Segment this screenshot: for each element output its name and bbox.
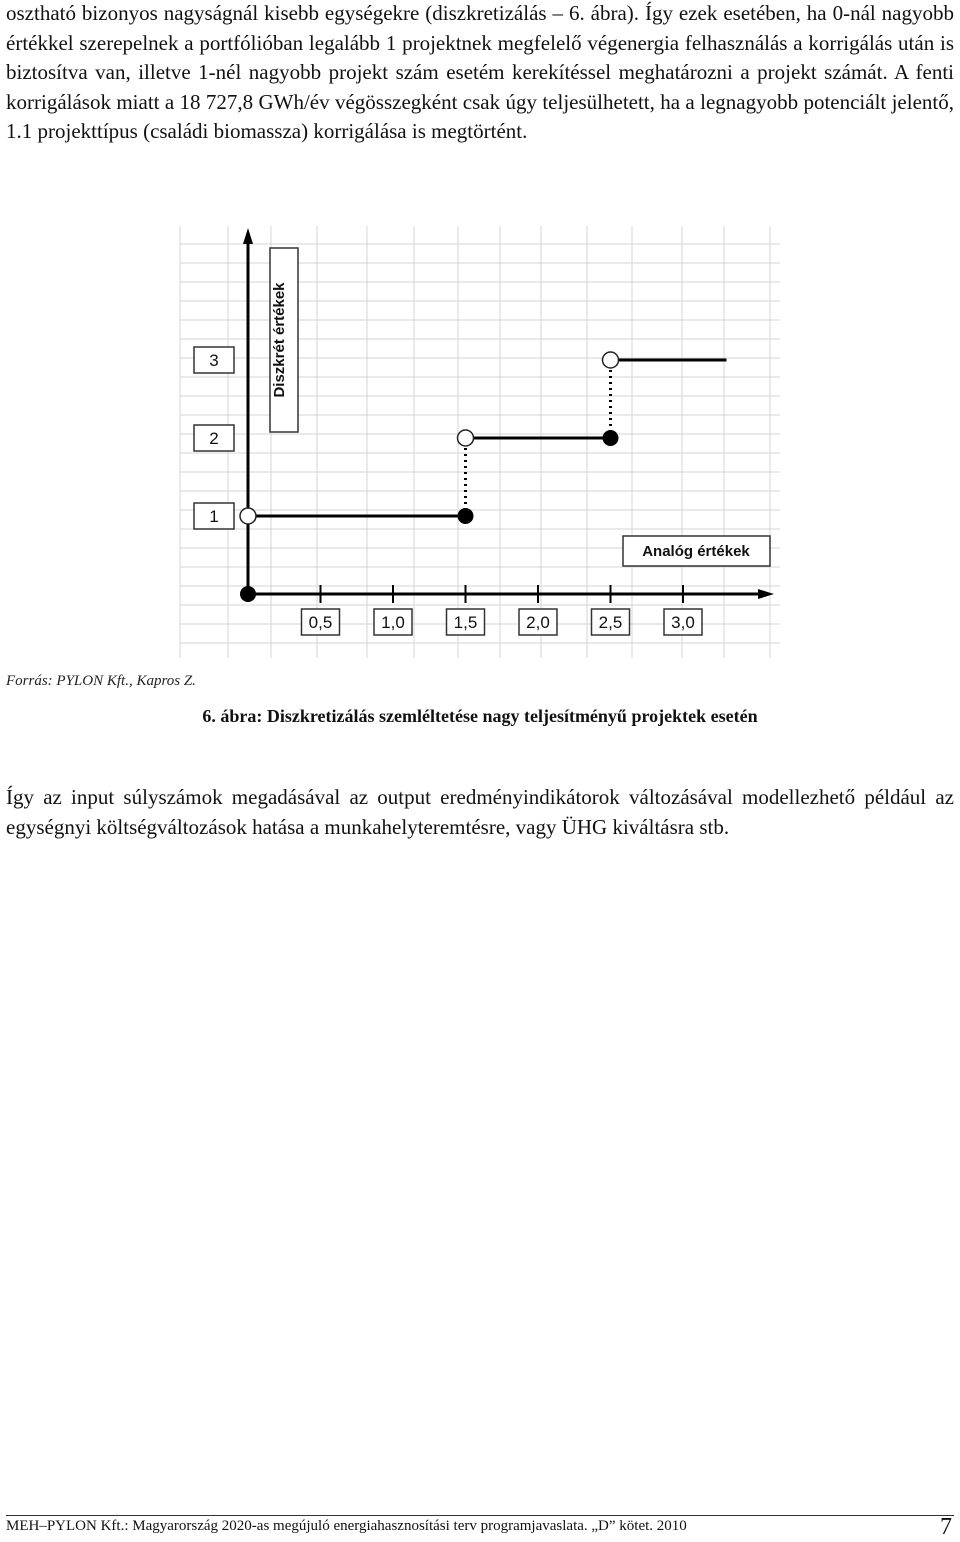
x-tick-label-1: 1,0 (381, 613, 405, 632)
x-tick-label-0: 0,5 (308, 613, 333, 632)
closed-point-1 (458, 508, 474, 524)
figure-source: Forrás: PYLON Kft., Kapros Z. (6, 673, 196, 689)
x-tick-label-2: 1,5 (453, 613, 478, 632)
discretization-chart (170, 222, 790, 662)
x-tick-label-3: 2,0 (526, 613, 550, 632)
body-paragraph-top: osztható bizonyos nagyságnál kisebb egységekre (diszkretizálás – 6. ábra). Így ezek esetében, ha 0-nál nagyobb értékkel szerepelnek a portfólióban legalább 1 projektnek megfelelő végenergia felhasználás a korrigálás után is biztosítva van, illetve 1-nél nagyobb projekt szám esetém kerekítéssel meghatározni a projekt számát. A fenti korrigálások miatt a 18 727,8 GWh/év végösszegként csak úgy teljesülhetett, ha a legnagyobb potenciált jelentő, 1.1 projekttípus (családi biomassza) korrigálása is megtörtént. (6, 1, 954, 143)
body-paragraph-bottom: Így az input súlyszámok megadásával az output eredményindikátorok változásával modellezhető például az egységnyi költségváltozások hatása a munkahelyteremtésre, vagy ÜHG kiváltásra stb. (6, 785, 954, 839)
y-tick-label-2: 3 (209, 351, 219, 370)
x-axis-arrow (758, 589, 774, 599)
x-tick-label-5: 3,0 (671, 613, 695, 632)
discretization-figure (170, 222, 790, 662)
footer-text: MEH–PYLON Kft.: Magyarország 2020-as megújuló energiahasznosítási terv programjavaslata. „D” kötet. 2010 (6, 1518, 687, 1534)
open-point-2 (603, 352, 619, 368)
closed-point-0 (240, 586, 256, 602)
x-tick-label-4: 2,5 (598, 613, 623, 632)
y-tick-label-0: 1 (209, 507, 219, 526)
figure-caption: 6. ábra: Diszkretizálás szemléltetése nagy teljesítményű projektek esetén (202, 706, 758, 726)
open-point-0 (240, 508, 256, 524)
closed-point-2 (603, 430, 619, 446)
page-number: 7 (940, 1514, 952, 1540)
axis-titles (270, 248, 770, 566)
footer-rule (6, 1515, 954, 1516)
x-axis-title: Analóg értékek (642, 543, 750, 560)
y-tick-label-1: 2 (209, 429, 219, 448)
y-axis-arrow (243, 228, 253, 244)
open-point-1 (458, 430, 474, 446)
y-axis-title: Diszkrét értékek (271, 282, 288, 398)
